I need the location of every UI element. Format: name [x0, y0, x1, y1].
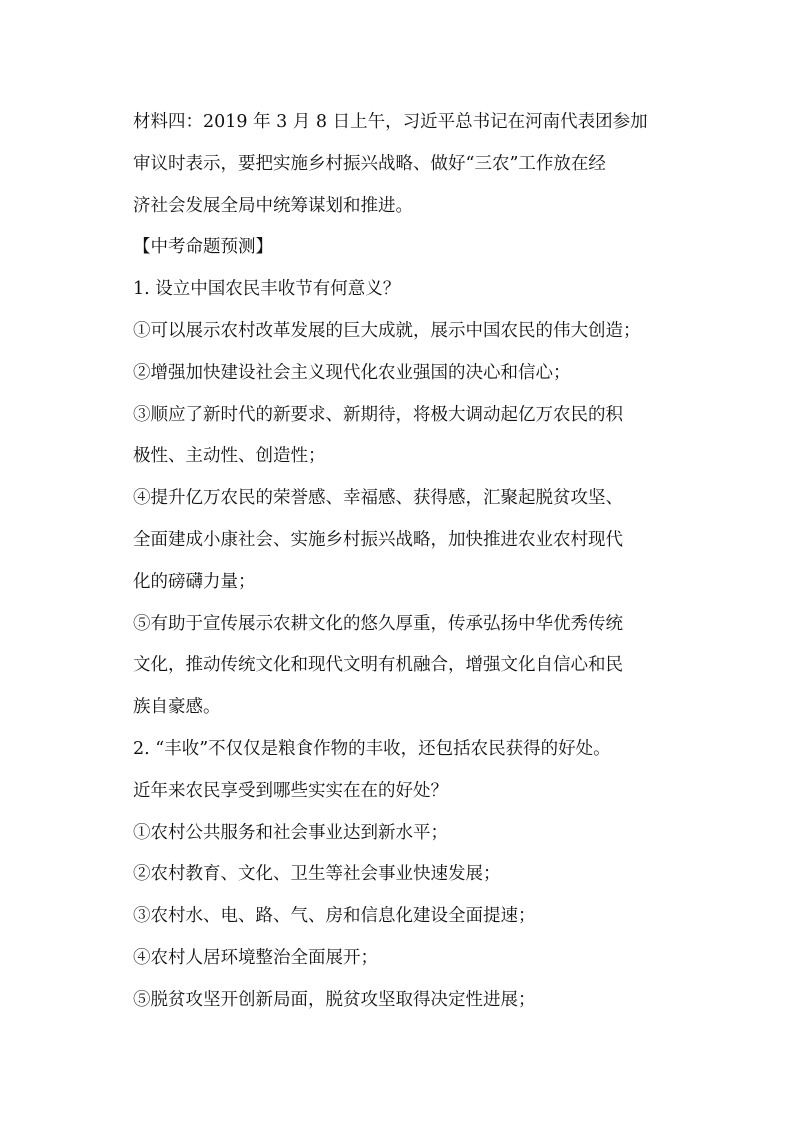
answer-1-item-5-line-2: 文化，推动传统文化和现代文明有机融合，增强文化自信心和民	[133, 655, 623, 676]
answer-2-item-5: ⑤脱贫攻坚开创新局面，脱贫攻坚取得决定性进展；	[133, 989, 536, 1010]
answer-2-item-2: ②农村教育、文化、卫生等社会事业快速发展；	[133, 864, 501, 885]
answer-2-item-3: ③农村水、电、路、气、房和信息化建设全面提速；	[133, 906, 536, 927]
answer-1-item-5-line-3: 族自豪感。	[133, 697, 221, 718]
answer-1-item-3-line-1: ③顺应了新时代的新要求、新期待，将极大调动起亿万农民的积	[133, 404, 623, 425]
answer-1-item-4-line-1: ④提升亿万农民的荣誉感、幸福感、获得感，汇聚起脱贫攻坚、	[133, 488, 623, 509]
answer-1-item-4-line-3: 化的磅礴力量；	[133, 571, 256, 592]
answer-2-item-1: ①农村公共服务和社会事业达到新水平；	[133, 822, 448, 843]
material-four-line-3: 济社会发展全局中统筹谋划和推进。	[133, 195, 413, 216]
question-1: 1. 设立中国农民丰收节有何意义？	[133, 279, 401, 300]
material-four-line-2: 审议时表示，要把实施乡村振兴战略、做好“三农”工作放在经	[133, 153, 606, 174]
document-body	[133, 102, 673, 1022]
answer-1-item-4-line-2: 全面建成小康社会、实施乡村振兴战略，加快推进农业农村现代	[133, 529, 623, 550]
answer-1-item-1: ①可以展示农村改革发展的巨大成就，展示中国农民的伟大创造；	[133, 320, 641, 341]
question-2-line-2: 近年来农民享受到哪些实实在在的好处？	[133, 780, 448, 801]
material-four-line-1: 材料四：2019 年 3 月 8 日上午，习近平总书记在河南代表团参加	[133, 112, 648, 132]
question-2-line-1: 2. “丰收”不仅仅是粮食作物的丰收，还包括农民获得的好处。	[133, 738, 611, 759]
answer-1-item-5-line-1: ⑤有助于宣传展示农耕文化的悠久厚重，传承弘扬中华优秀传统	[133, 613, 623, 634]
answer-1-item-2: ②增强加快建设社会主义现代化农业强国的决心和信心；	[133, 362, 571, 383]
answer-2-item-4: ④农村人居环境整治全面展开；	[133, 947, 378, 968]
section-heading: 【中考命题预测】	[133, 237, 273, 258]
answer-1-item-3-line-2: 极性、主动性、创造性；	[133, 446, 326, 467]
